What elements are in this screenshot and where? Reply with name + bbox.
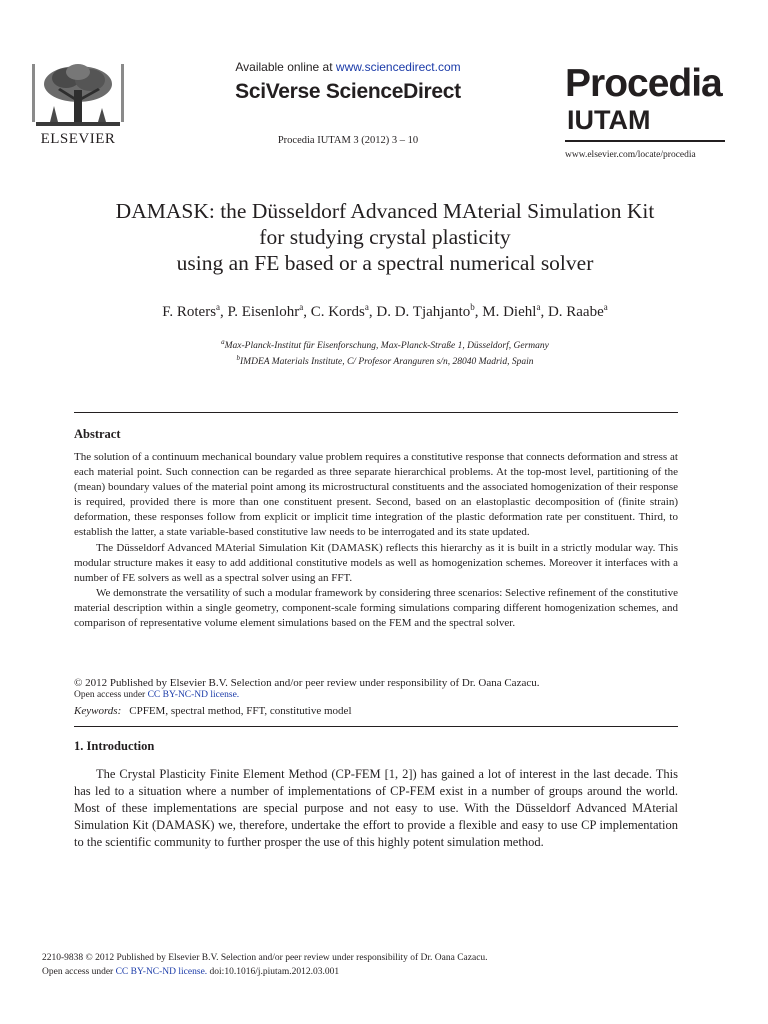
- author-affiliation-mark: a: [603, 302, 608, 312]
- publisher-name: ELSEVIER: [40, 131, 116, 147]
- author-name: M. Diehl: [482, 304, 537, 320]
- keywords: [74, 705, 352, 717]
- title-line: for studying crystal plasticity: [259, 225, 511, 249]
- affiliation-mark: b: [236, 354, 241, 363]
- abstract-body: [74, 450, 678, 631]
- affiliation-line: [40, 336, 730, 352]
- abstract-heading: Abstract: [74, 427, 121, 441]
- abstract-paragraph: We demonstrate the versatility of such a modular framework by considering three scenarios: Selective refinement of the constitutive material description within a single geometry, component-scale forming simulations comparing different homogenization schemes, and comparison of representative volume element simulations based on the FEM and the spectral solver.: [74, 586, 678, 630]
- available-prefix: Available online at: [235, 60, 336, 74]
- footer-license-link[interactable]: CC BY-NC-ND license.: [115, 967, 208, 977]
- open-access-prefix: Open access under: [74, 690, 148, 700]
- available-online-line: [212, 60, 484, 74]
- author-list: F. Roters$^a$, P. Eisenlohr$^a$, C. Kords$^a$, D. D. Tjahjanto$^b$, M. Diehl$^a$, D. Raabe$^a$: [162, 302, 608, 320]
- affiliations: [40, 336, 730, 368]
- abstract-paragraph: The solution of a continuum mechanical boundary value problem requires a constitutive response that connects deformation and stress at each material point. Such connection can be regarded as three separate hierarchical problems. At the top-most level, partitioning of the (mean) boundary values of the material point among its microstructural constituents and the associated homogenization of their response is required, provided there is more than one constituent present. Second, based on an elastoplastic decomposition of (finite strain) deformation, these responses follow from explicit or implicit time integration of the plastic deformation rate per constituent. Third, to establish the latter, a state variable-based constitutive law needs to be interrogated and its state updated.: [74, 451, 678, 539]
- abstract-bottom-rule: [74, 726, 678, 727]
- keywords-label: Keywords:: [74, 705, 122, 717]
- affiliation-line: [40, 352, 730, 368]
- abstract-top-rule: [74, 412, 678, 413]
- affiliation-text: IMDEA Materials Institute, C/ Profesor Aranguren s/n, 28040 Madrid, Spain: [240, 357, 534, 368]
- author-name: F. Roters: [162, 304, 217, 320]
- title-line: DAMASK: the Düsseldorf Advanced MAterial Simulation Kit: [115, 199, 655, 223]
- author-affiliation-mark: b: [470, 302, 475, 312]
- open-access-line: [74, 690, 239, 700]
- keywords-text: CPFEM, spectral method, FFT, constitutive model: [129, 705, 352, 717]
- author-affiliation-mark: a: [216, 302, 221, 312]
- license-link[interactable]: CC BY-NC-ND license.: [147, 690, 240, 700]
- copyright-notice: © 2012 Published by Elsevier B.V. Selection and/or peer review under responsibility of Dr. Oana Cazacu.: [74, 677, 540, 689]
- footer-license-doi: [42, 967, 339, 977]
- affiliation-text: Max-Planck-Institut für Eisenforschung, Max-Planck-Straße 1, Düsseldorf, Germany: [224, 341, 549, 352]
- title-line: using an FE based or a spectral numerical solver: [176, 251, 594, 275]
- platform-name: SciVerse ScienceDirect: [235, 80, 461, 103]
- section-heading: 1. Introduction: [74, 739, 155, 753]
- author-affiliation-mark: a: [299, 302, 304, 312]
- author-name: D. D. Tjahjanto: [376, 304, 471, 320]
- author-affiliation-mark: a: [536, 302, 541, 312]
- author-name: P. Eisenlohr: [227, 304, 300, 320]
- footer-copyright: 2210-9838 © 2012 Published by Elsevier B.V. Selection and/or peer review under responsibility of Dr. Oana Cazacu.: [42, 953, 488, 963]
- abstract-paragraph: The Düsseldorf Advanced MAterial Simulation Kit (DAMASK) reflects this hierarchy as it is built in a strictly modular way. This modular structure makes it easy to add additional constitutive models as well as homogenization schemes. Moreover it interfaces with a number of FE solvers as well as a spectral solver using an FFT.: [74, 541, 678, 584]
- journal-brand-divider: [565, 140, 725, 142]
- section-paragraph: The Crystal Plasticity Finite Element Method (CP-FEM [1, 2]) has gained a lot of interest in the last decade. This has led to a situation where a number of implementations of CP-FEM exist in a number of groups around the world. Most of these implementations are special purpose and not easy to use. With the Düsseldorf Advanced MAterial Simulation Kit (DAMASK) we, therefore, undertake the effort to provide a flexible and easy to use CP implementation to the scientific community to further prosper the use of this highly potent simulation method.: [74, 767, 678, 849]
- journal-subtitle: IUTAM: [567, 105, 651, 135]
- author-name: D. Raabe: [547, 304, 604, 320]
- journal-brand: Procedia: [565, 62, 722, 105]
- paper-title: [40, 198, 730, 276]
- footer-doi: doi:10.1016/j.piutam.2012.03.001: [207, 967, 340, 977]
- sciencedirect-link[interactable]: www.sciencedirect.com: [335, 60, 461, 74]
- journal-url[interactable]: www.elsevier.com/locate/procedia: [565, 150, 696, 160]
- affiliation-mark: a: [221, 338, 225, 346]
- footer-oa-prefix: Open access under: [42, 967, 116, 977]
- journal-reference: Procedia IUTAM 3 (2012) 3 – 10: [277, 135, 419, 146]
- author-affiliation-mark: a: [364, 302, 369, 312]
- author-name: C. Kords: [310, 304, 365, 320]
